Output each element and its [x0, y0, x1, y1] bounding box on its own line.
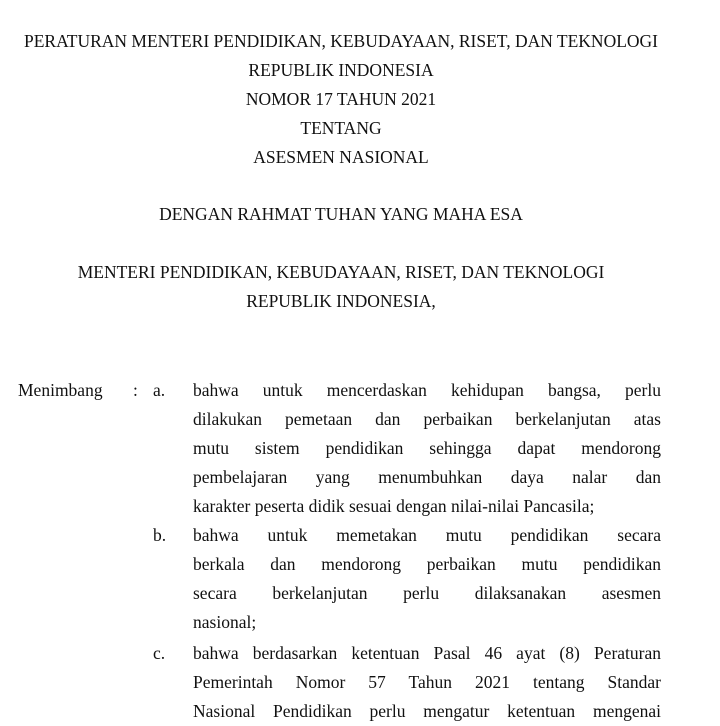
considering-item-c: [193, 639, 661, 726]
item-line: dilakukan pemetaan dan perbaikan berkelanjutan atas: [193, 409, 661, 429]
considering-label: Menimbang: [18, 380, 103, 400]
invocation: DENGAN RAHMAT TUHAN YANG MAHA ESA: [159, 204, 523, 224]
item-line: mutu sistem pendidikan sehingga dapat mendorong: [193, 438, 661, 458]
considering-colon: :: [133, 380, 138, 400]
item-line: Nasional Pendidikan perlu mengatur ketentuan mengenai: [193, 701, 661, 721]
item-line: karakter peserta didik sesuai dengan nilai-nilai Pancasila;: [193, 496, 595, 516]
item-line: berkala dan mendorong perbaikan mutu pendidikan: [193, 554, 661, 574]
item-line: bahwa untuk mencerdaskan kehidupan bangsa, perlu: [193, 380, 661, 400]
item-letter: a.: [153, 380, 166, 400]
item-letter: b.: [153, 525, 167, 545]
regulation-number: NOMOR 17 TAHUN 2021: [245, 89, 437, 109]
issuer-country: REPUBLIK INDONESIA,: [246, 291, 436, 311]
regulation-about-label: TENTANG: [300, 118, 382, 138]
item-line: Pemerintah Nomor 57 Tahun 2021 tentang Standar: [193, 672, 661, 692]
item-line: bahwa berdasarkan ketentuan Pasal 46 ayat (8) Peraturan: [193, 643, 661, 663]
considering-item-b: [193, 521, 661, 637]
item-line: nasional;: [193, 612, 257, 632]
item-line: secara berkelanjutan perlu dilaksanakan asesmen: [193, 583, 661, 603]
regulation-country: REPUBLIK INDONESIA: [248, 60, 434, 80]
issuer-title: MENTERI PENDIDIKAN, KEBUDAYAAN, RISET, DAN TEKNOLOGI: [77, 262, 605, 282]
considering-item-a: [193, 376, 661, 521]
item-line: bahwa untuk memetakan mutu pendidikan secara: [193, 525, 661, 545]
item-letter: c.: [153, 643, 166, 663]
item-line: pembelajaran yang menumbuhkan daya nalar dan: [193, 467, 661, 487]
regulation-subject: ASESMEN NASIONAL: [253, 147, 429, 167]
regulation-title: PERATURAN MENTERI PENDIDIKAN, KEBUDAYAAN, RISET, DAN TEKNOLOGI: [23, 31, 659, 51]
